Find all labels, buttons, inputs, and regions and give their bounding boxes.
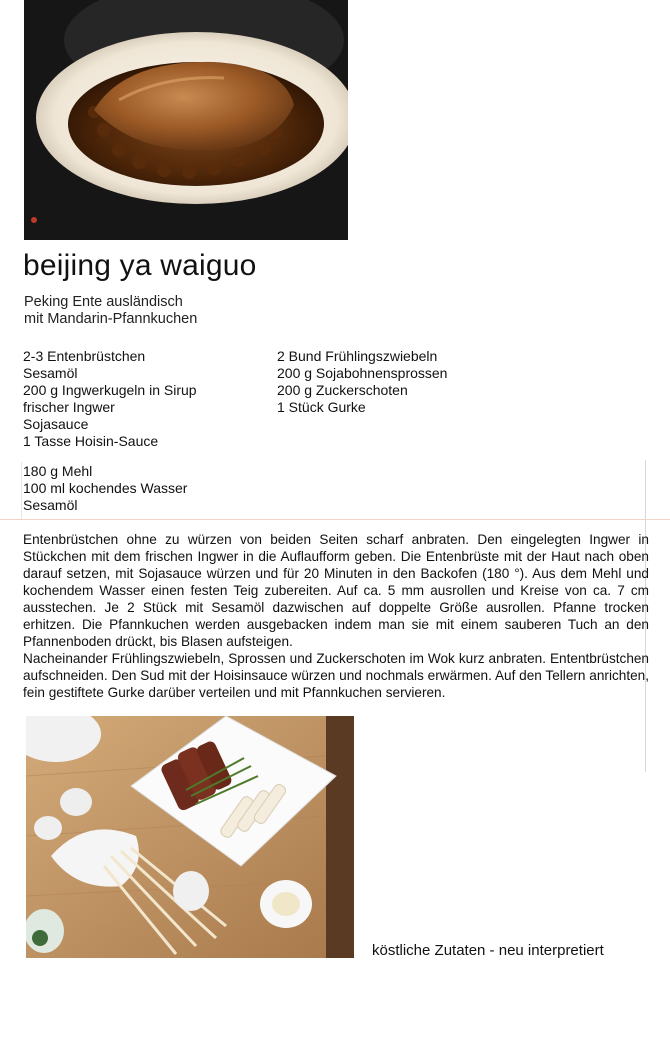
- recipe-subtitle: [24, 294, 197, 328]
- recipe-title: beijing ya waiguo: [23, 249, 257, 282]
- ingredient-item: frischer Ingwer: [23, 399, 115, 415]
- method-text: [23, 531, 649, 701]
- subtitle-line: Peking Ente ausländisch: [24, 294, 183, 310]
- tagline: köstliche Zutaten - neu interpretiert: [372, 942, 604, 959]
- method-paragraph: Nacheinander Frühlingszwiebeln, Sprossen und Zuckerschoten im Wok kurz anbraten. Ententbrüstchen aufschneiden. Den Sud mit der Hoisinsauce würzen und nochmals erwärmen. Auf den Tellern anrichten, fein gestiftete Gurke darüber verteilen und mit Pfannkuchen servieren.: [23, 651, 649, 700]
- ingredient-item: 2-3 Entenbrüstchen: [23, 348, 146, 364]
- duck-dish-photo: [24, 0, 348, 240]
- plated-dish-photo: [26, 716, 354, 958]
- ingredient-item: 2 Bund Frühlingszwiebeln: [277, 348, 438, 364]
- ingredient-item: 1 Stück Gurke: [277, 399, 366, 415]
- ingredient-item: 100 ml kochendes Wasser: [23, 480, 188, 496]
- method-paragraph: Entenbrüstchen ohne zu würzen von beiden Seiten scharf anbraten. Den eingelegten Ingwer in Stückchen mit dem frischen Ingwer in die Auflaufform geben. Die Entenbrüste mit der Haut nach oben darauf setzen, mit Sojasauce würzen und für 20 Minuten in den Backofen (180 °). Aus dem Mehl und kochendem Wasser einen festen Teig zubereiten. Auf ca. 5 mm ausrollen und Kreise von ca. 7 cm ausstechen. Je 2 Stück mit Sesamöl dazwischen auf doppelte Größe ausrollen. Pfanne trocken erhitzen. Die Pfannkuchen werden ausgebacken indem man sie mit einem sauberen Tuch an den Pfannenboden drückt, bis Blasen aufsteigen.: [23, 532, 649, 649]
- ingredient-item: Sesamöl: [23, 497, 78, 513]
- ingredient-item: 200 g Sojabohnensprossen: [277, 365, 448, 381]
- ingredients-list-left: [23, 348, 197, 450]
- ingredient-item: 1 Tasse Hoisin-Sauce: [23, 433, 159, 449]
- guide-line: [0, 519, 670, 520]
- ingredients-list-right: [277, 348, 447, 416]
- ingredient-item: Sesamöl: [23, 365, 78, 381]
- dough-ingredients-list: [23, 463, 187, 514]
- ingredient-item: 200 g Ingwerkugeln in Sirup: [23, 382, 197, 398]
- ingredient-item: 200 g Zuckerschoten: [277, 382, 408, 398]
- ingredient-item: 180 g Mehl: [23, 463, 93, 479]
- subtitle-line: mit Mandarin-Pfannkuchen: [24, 311, 198, 327]
- guide-line: [21, 462, 22, 520]
- ingredient-item: Sojasauce: [23, 416, 89, 432]
